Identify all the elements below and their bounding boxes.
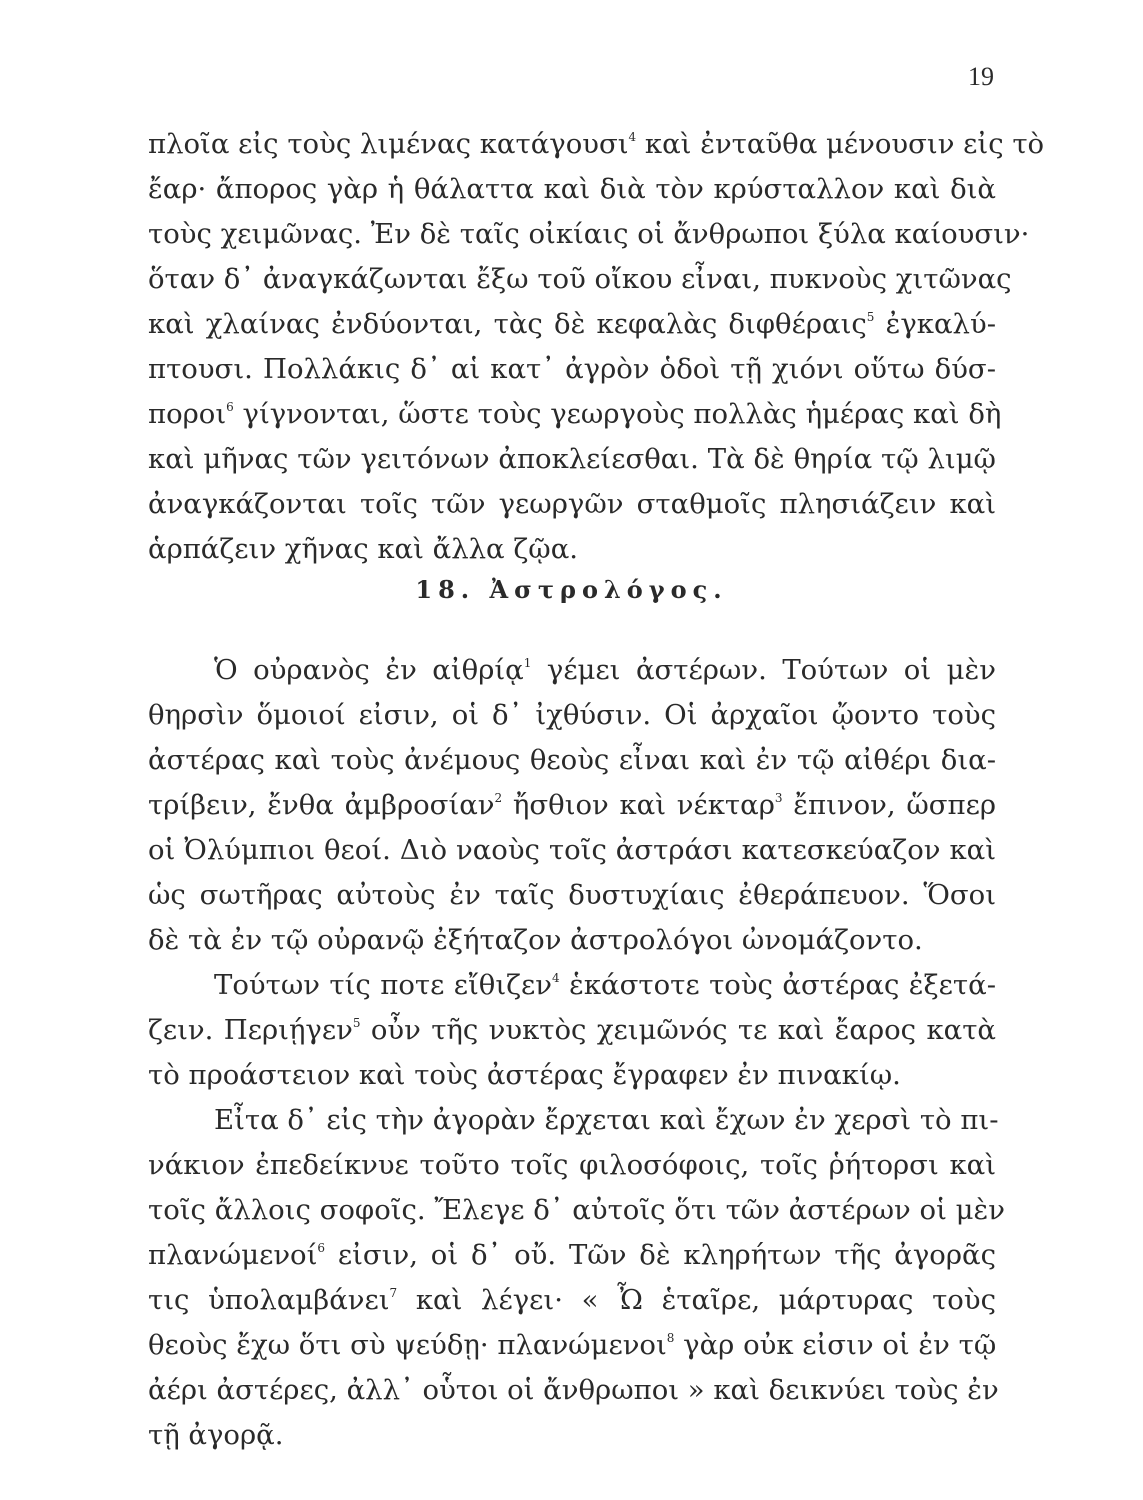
page-number: 19 [968,62,994,91]
section-title: Ἀστρολόγος. [489,575,728,604]
section-heading [0,570,1143,610]
text-line: ὅταν δ᾽ ἀναγκάζωνται ἔξω τοῦ οἴκου εἶναι, πυκνοὺς χιτῶνας [148,263,1012,295]
text-line: δὲ τὰ ἐν τῷ οὐρανῷ ἐξήταζον ἀστρολόγοι ὠνομάζοντο. [148,924,923,956]
text-line: τοὺς χειμῶνας. Ἐν δὲ ταῖς οἰκίαις οἱ ἄνθρωποι ξύλα καίουσιν· [148,218,1030,250]
text-line: ὡς σωτῆρας αὐτοὺς ἐν ταῖς δυστυχίαις ἐθεράπευον. Ὅσοι [148,879,996,911]
text-line: πλανώμενοί$^6$ εἰσιν, οἱ δ᾽ οὔ. Τῶν δὲ κληρήτων τῆς ἀγορᾶς [148,1239,996,1271]
text-line: νάκιον ἐπεδείκνυε τοῦτο τοῖς φιλοσόφοις, τοῖς ῥήτορσι καὶ [148,1149,996,1181]
text-line: τις ὑπολαμβάνει$^7$ καὶ λέγει· « Ὦ ἑταῖρε, μάρτυρας τοὺς [148,1284,996,1316]
text-line: θηρσὶν ὅμοιοί εἰσιν, οἱ δ᾽ ἰχθύσιν. Οἱ ἀρχαῖοι ᾤοντο τοὺς [148,699,996,731]
footnote-marker: 4 [628,130,637,144]
text-line: Ὁ οὐρανὸς ἐν αἰθρίᾳ$^1$ γέμει ἀστέρων. Τούτων οἱ μὲν [214,654,996,686]
footnote-marker: 8 [666,1331,675,1345]
text-line: Εἶτα δ᾽ εἰς τὴν ἀγορὰν ἔρχεται καὶ ἔχων ἐν χερσὶ τὸ πι- [214,1104,999,1136]
text-line: οἱ Ὀλύμπιοι θεοί. Διὸ ναοὺς τοῖς ἀστράσι κατεσκεύαζον καὶ [148,834,996,866]
footnote-marker: 2 [494,791,503,805]
footnote-marker: 1 [523,656,532,670]
text-line: καὶ μῆνας τῶν γειτόνων ἀποκλείεσθαι. Τὰ δὲ θηρία τῷ λιμῷ [148,443,996,475]
text-line: Τούτων τίς ποτε εἴθιζεν$^4$ ἑκάστοτε τοὺς ἀστέρας ἐξετά- [214,969,997,1001]
text-line: ζειν. Περιῄγεν$^5$ οὖν τῆς νυκτὸς χειμῶνός τε καὶ ἔαρος κατὰ [148,1014,996,1046]
text-line: πτουσι. Πολλάκις δ᾽ αἱ κατ᾽ ἀγρὸν ὁδοὶ τῇ χιόνι οὕτω δύσ- [148,353,996,385]
text-line: ἀστέρας καὶ τοὺς ἀνέμους θεοὺς εἶναι καὶ ἐν τῷ αἰθέρι δια- [148,744,996,776]
text-line: τοῖς ἄλλοις σοφοῖς. Ἔλεγε δ᾽ αὐτοῖς ὅτι τῶν ἀστέρων οἱ μὲν [148,1194,1005,1226]
footnote-marker: 6 [317,1241,326,1255]
text-line: καὶ χλαίνας ἐνδύονται, τὰς δὲ κεφαλὰς διφθέραις$^5$ ἐγκαλύ- [148,308,996,340]
text-line: θεοὺς ἔχω ὅτι σὺ ψεύδῃ· πλανώμενοι$^8$ γὰρ οὐκ εἰσιν οἱ ἐν τῷ [148,1329,997,1361]
footnote-marker: 4 [552,971,560,985]
text-line: ποροι$^6$ γίγνονται, ὥστε τοὺς γεωργοὺς πολλὰς ἡμέρας καὶ δὴ [148,398,1002,430]
text-line: ἀέρι ἀστέρες, ἀλλ᾽ οὗτοι οἱ ἄνθρωποι » καὶ δεικνύει τοὺς ἐν [148,1374,999,1406]
text-line: ἔαρ· ἄπορος γὰρ ἡ θάλαττα καὶ διὰ τὸν κρύσταλλον καὶ διὰ [148,173,996,205]
text-line: πλοῖα εἰς τοὺς λιμένας κατάγουσι$^4$ καὶ ἐνταῦθα μένουσιν εἰς τὸ [148,128,1045,160]
footnote-marker: 5 [866,310,875,324]
text-line: ἁρπάζειν χῆνας καὶ ἄλλα ζῷα. [148,533,579,565]
section-number: 18. [415,575,476,604]
text-line: τῇ ἀγορᾷ. [148,1419,284,1451]
text-line: τρίβειν, ἔνθα ἀμβροσίαν$^2$ ἤσθιον καὶ νέκταρ$^3$ ἔπινον, ὥσπερ [148,789,997,821]
footnote-marker: 7 [389,1286,398,1300]
footnote-marker: 3 [774,791,783,805]
text-line: ἀναγκάζονται τοῖς τῶν γεωργῶν σταθμοῖς πλησιάζειν καὶ [148,488,996,520]
footnote-marker: 6 [226,400,234,414]
footnote-marker: 5 [352,1016,361,1030]
text-line: τὸ προάστειον καὶ τοὺς ἀστέρας ἔγραφεν ἐν πινακίῳ. [148,1059,901,1091]
